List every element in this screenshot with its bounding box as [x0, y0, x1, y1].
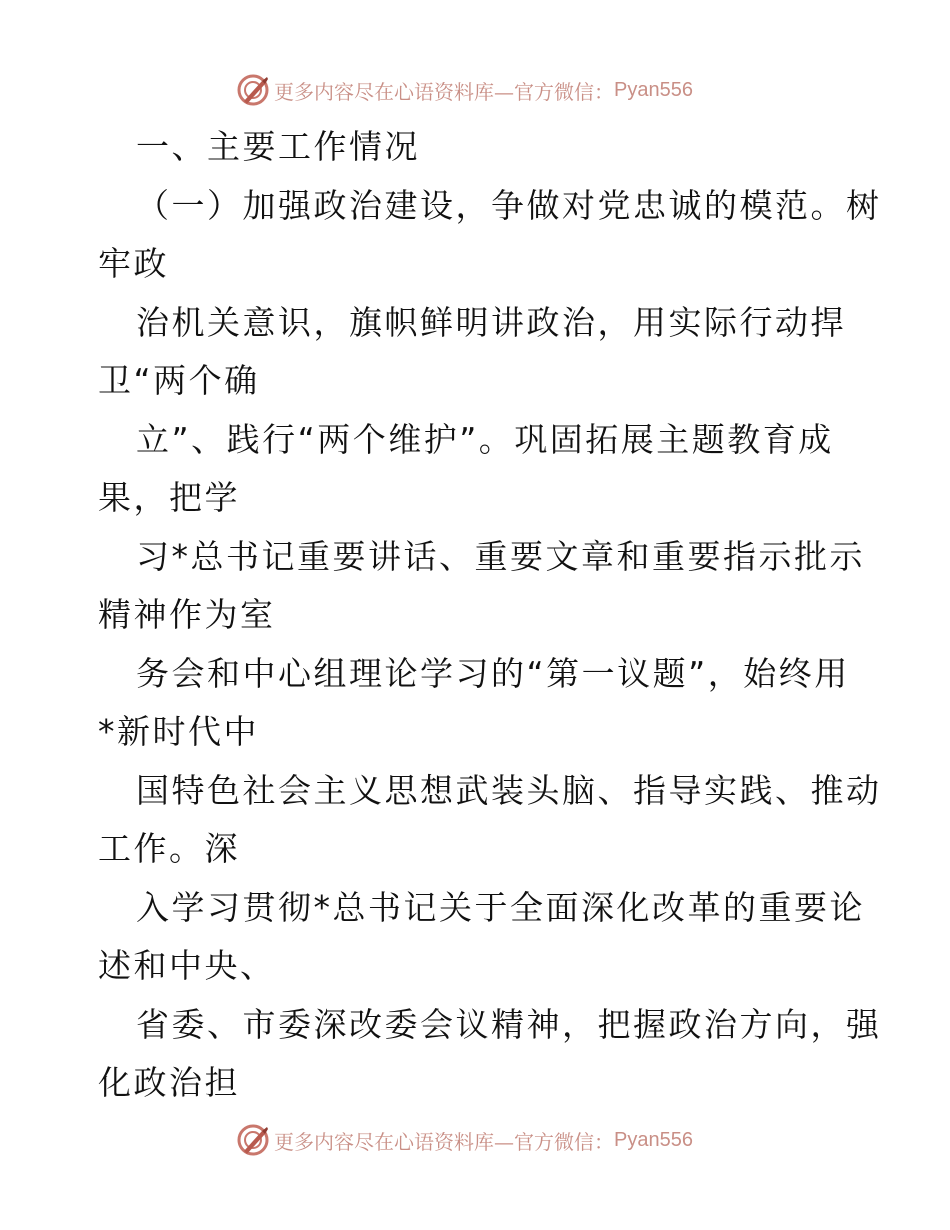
watermark-text: 更多内容尽在心语资料库—官方微信： — [274, 79, 614, 104]
watermark-wechat-id: Pyan556 — [614, 78, 693, 101]
paragraph-line: 务会和中心组理论学习的“第一议题”，始终用 — [136, 653, 850, 693]
section-heading: 一、主要工作情况 — [136, 127, 420, 166]
watermark-header — [236, 72, 693, 108]
paragraph-line: 国特色社会主义思想武装头脑、指导实践、推动 — [136, 770, 882, 810]
paragraph-line: *新时代中 — [98, 712, 259, 751]
paragraph-line: 卫“两个确 — [98, 361, 260, 400]
watermark-text: 更多内容尽在心语资料库—官方微信： — [274, 1129, 614, 1154]
paragraph-line: （一）加强政治建设，争做对党忠诚的模范。树 — [136, 185, 882, 225]
paragraph-line: 习*总书记重要讲话、重要文章和重要指示批示 — [136, 536, 865, 576]
paragraph-line: 省委、市委深改委会议精神，把握政治方向，强 — [136, 1004, 882, 1044]
paragraph-line: 立”、践行“两个维护”。巩固拓展主题教育成 — [136, 419, 834, 459]
paragraph-line: 治机关意识，旗帜鲜明讲政治，用实际行动捍 — [136, 302, 846, 342]
paragraph-line: 入学习贯彻*总书记关于全面深化改革的重要论 — [136, 887, 865, 927]
paragraph-line: 精神作为室 — [98, 595, 276, 634]
paragraph-line: 牢政 — [98, 244, 169, 283]
paragraph-line: 化政治担 — [98, 1063, 240, 1102]
pen-logo-icon — [236, 1123, 270, 1157]
document-body — [98, 118, 882, 1113]
pen-logo-icon — [236, 73, 270, 107]
paragraph-line: 果，把学 — [98, 478, 240, 517]
watermark-footer — [236, 1122, 693, 1158]
paragraph-line: 工作。深 — [98, 829, 240, 868]
paragraph-line: 述和中央、 — [98, 946, 276, 985]
watermark-wechat-id: Pyan556 — [614, 1128, 693, 1151]
